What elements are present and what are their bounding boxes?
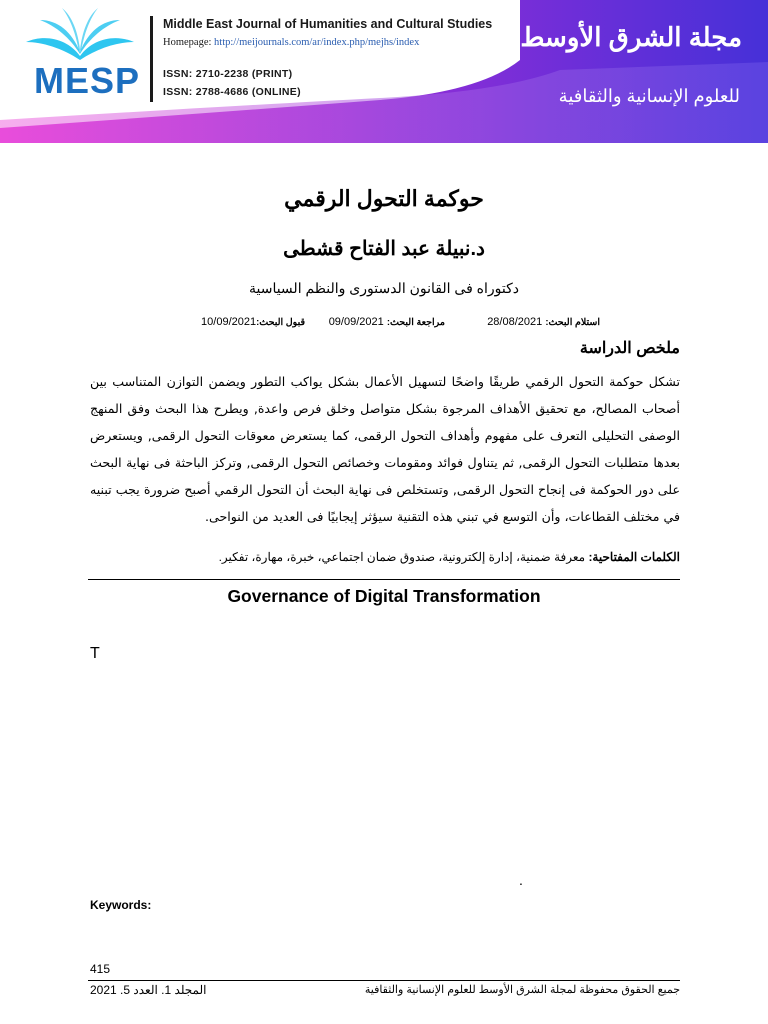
author-affiliation: دكتوراه فى القانون الدستورى والنظم السياسية bbox=[248, 280, 519, 296]
journal-title-ar: مجلة الشرق الأوسط bbox=[520, 22, 742, 52]
abstract-en-end: . bbox=[519, 872, 523, 888]
received-date: استلام البحث: 28/08/2021 bbox=[487, 316, 600, 328]
abstract-ar: تشكل حوكمة التحول الرقمي طريقًا واضحًا لتسهيل الأعمال بشكل يواكب التطور ويضمن التوازن المتناسب بين أصحاب المصالح، مع تحقيق الأهداف المرجوة بشكل متواصل وخلق فرص واعدة, ويطرح هذا البحث وفق المنهج الوصفى التحليلى التعرف على مفهوم وأهداف التحول الرقمى، كما يستعرض معوقات التحول الرقمى, ويستعرض بعدها متطلبات التحول الرقمى, ثم يتناول فوائد ومقومات وخصائص التحول الرقمى, وتركز الباحثة فى نهاية البحث على دور الحوكمة فى إنجاح التحول الرقمى, وتستخلص فى نهاية البحث أن التحول الرقمي أصبح ضرورة يجب تبنيه في مختلف القطاعات، وأن التوسع في تبني هذه التقنية سيؤثر إيجابيًا فى العديد من النواحى. bbox=[90, 374, 680, 524]
keywords-text-ar: معرفة ضمنية، إدارة إلكترونية، صندوق ضمان اجتماعي، خبرة، مهارة، تفكير. bbox=[218, 550, 586, 564]
paper-title-ar: حوكمة التحول الرقمي bbox=[284, 186, 484, 211]
footer-divider bbox=[88, 980, 680, 981]
keywords-label-ar: الكلمات المفتاحية: bbox=[588, 550, 680, 564]
abstract-heading-ar: ملخص الدراسة bbox=[579, 340, 680, 357]
journal-subtitle-ar: للعلوم الإنسانية والثقافية bbox=[558, 86, 740, 106]
revised-date: مراجعة البحث: 09/09/2021 bbox=[328, 316, 445, 328]
logo-wordmark: MESP bbox=[34, 60, 141, 101]
accepted-date: قبول البحث:10/09/2021 bbox=[201, 316, 305, 328]
keywords-label-en: Keywords: bbox=[90, 898, 152, 912]
section-divider bbox=[88, 579, 680, 580]
paper-title-en: Governance of Digital Transformation bbox=[227, 586, 541, 606]
journal-header bbox=[0, 0, 768, 143]
homepage-link[interactable]: http://meijournals.com/ar/index.php/mejhs/index bbox=[214, 37, 420, 48]
issn-print: ISSN: 2710-2238 (PRINT) bbox=[163, 68, 293, 80]
footer-volume: المجلد 1. العدد 5. 2021 bbox=[90, 983, 207, 997]
abstract-en: T bbox=[90, 645, 100, 662]
header-divider bbox=[150, 16, 153, 102]
page-number: 415 bbox=[90, 962, 111, 976]
keywords-ar bbox=[219, 550, 680, 564]
homepage-label: Homepage: bbox=[163, 37, 212, 48]
journal-homepage bbox=[163, 37, 419, 48]
submission-dates bbox=[178, 316, 600, 332]
issn-online: ISSN: 2788-4686 (ONLINE) bbox=[163, 86, 301, 98]
journal-title-en: Middle East Journal of Humanities and Cultural Studies bbox=[163, 17, 493, 31]
author-name: د.نبيلة عبد الفتاح قشطى bbox=[283, 238, 485, 260]
footer-rights: جميع الحقوق محفوظة لمجلة الشرق الأوسط للعلوم الإنسانية والثقافية bbox=[364, 984, 680, 996]
